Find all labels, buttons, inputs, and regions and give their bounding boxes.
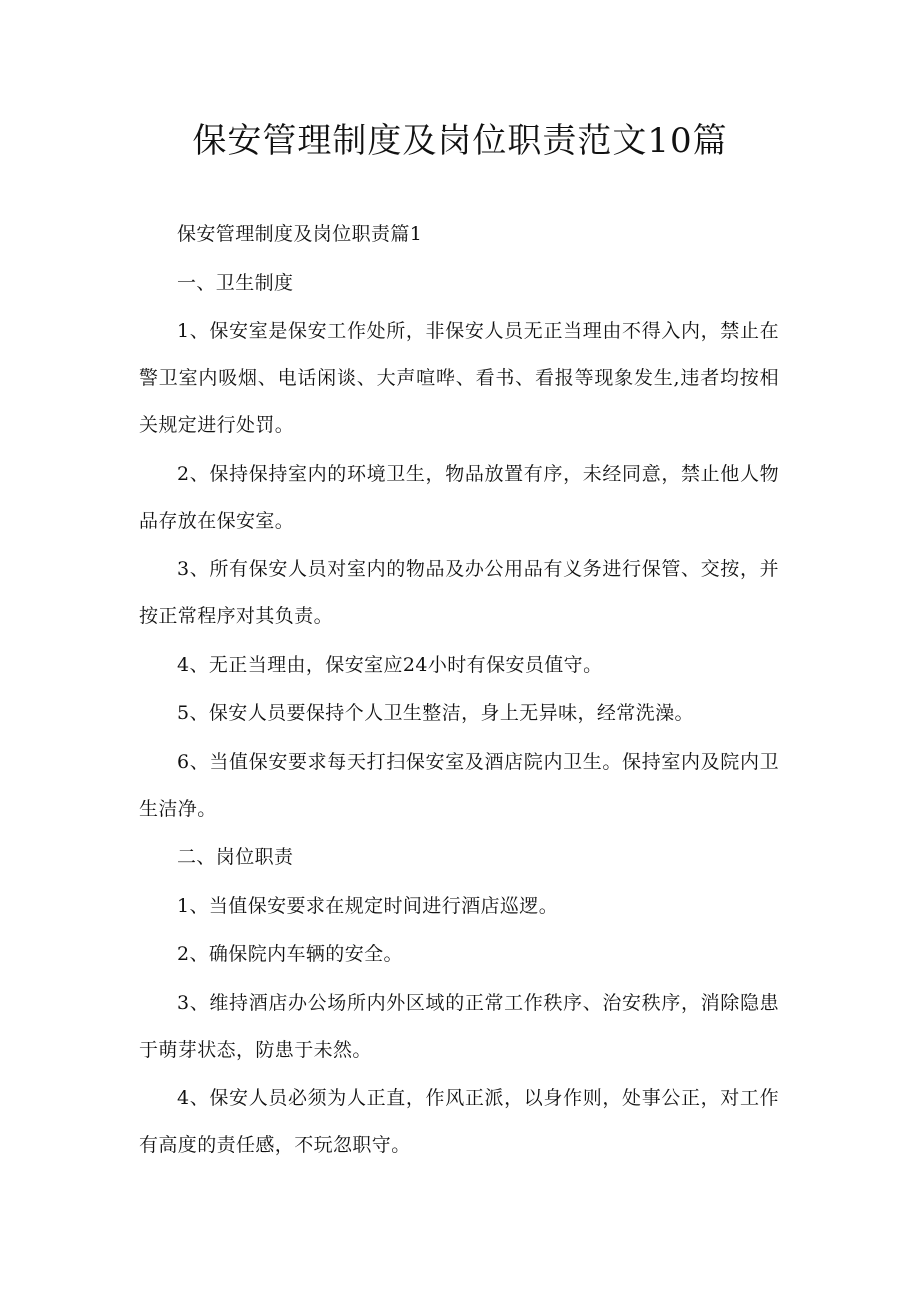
paragraph-hygiene-2: 2、保持保持室内的环境卫生，物品放置有序，未经同意，禁止他人物品存放在保安室。 xyxy=(139,462,779,532)
paragraph-hygiene-6: 6、当值保安要求每天打扫保安室及酒店院内卫生。保持室内及院内卫生洁净。 xyxy=(139,750,779,820)
paragraph-hygiene-4: 4、无正当理由，保安室应24小时有保安员值守。 xyxy=(177,653,603,676)
document-title: 保安管理制度及岗位职责范文10篇 xyxy=(192,121,728,161)
paragraph-duty-1: 1、当值保安要求在规定时间进行酒店巡逻。 xyxy=(177,894,559,917)
subsection-heading-duties: 二、岗位职责 xyxy=(177,846,294,868)
paragraph-duty-4: 4、保安人员必须为人正直，作风正派，以身作则，处事公正，对工作有高度的责任感，不玩忽职守。 xyxy=(139,1087,779,1156)
paragraph-duty-2: 2、确保院内车辆的安全。 xyxy=(177,943,403,965)
paragraph-hygiene-5: 5、保安人员要保持个人卫生整洁，身上无异味，经常洗澡。 xyxy=(177,702,694,724)
document-body xyxy=(139,211,779,1171)
section-title: 保安管理制度及岗位职责篇1 xyxy=(177,223,423,245)
paragraph-duty-3: 3、维持酒店办公场所内外区域的正常工作秩序、治安秩序，消除隐患于萌芽状态，防患于未然。 xyxy=(139,991,779,1061)
subsection-heading-hygiene: 一、卫生制度 xyxy=(177,271,294,294)
paragraph-hygiene-1: 1、保安室是保安工作处所，非保安人员无正当理由不得入内，禁止在警卫室内吸烟、电话闲谈、大声喧哗、看书、看报等现象发生,违者均按相关规定进行处罚。 xyxy=(139,320,779,436)
paragraph-hygiene-3: 3、所有保安人员对室内的物品及办公用品有义务进行保管、交按，并按正常程序对其负责。 xyxy=(139,558,779,627)
